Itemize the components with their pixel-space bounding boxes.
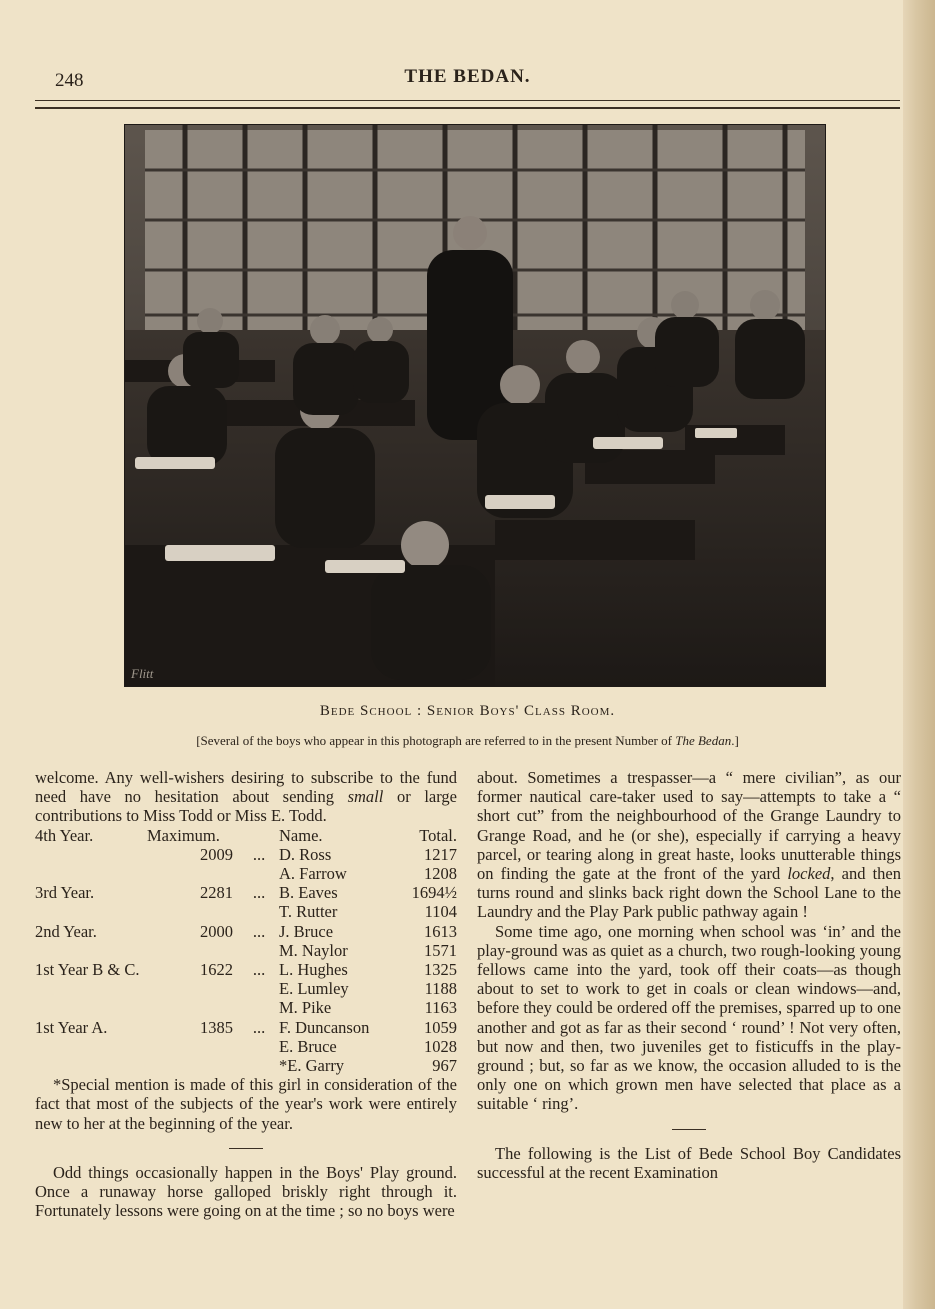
results-row <box>35 1037 457 1056</box>
trespasser-text: about. Sometimes a trespasser—a “ mere civilian”, as our former nautical care-taker used to say—attempts to take a “ short cut” from the neighbourhood of the Grange Laundry to Grange Road, and he (or she), especially if carrying a heavy parcel, or tearing along in great haste, looks unutterable things on finding the gate at the front of the yard <box>477 768 901 884</box>
maximum-cell <box>147 1037 239 1056</box>
dots-cell: ... <box>252 1017 266 1037</box>
header-total: Total. <box>419 825 457 845</box>
name-cell: M. Naylor <box>279 940 348 960</box>
total-cell: 1694½ <box>411 883 457 903</box>
intro-text: welcome. Any well-wishers desiring to subscribe to the fund need have no hesitation about sending <box>35 768 457 807</box>
name-cell: E. Lumley <box>279 979 349 999</box>
dots-cell <box>239 941 279 960</box>
total-cell: 1104 <box>424 902 457 922</box>
maximum-cell <box>147 902 239 921</box>
dots-cell <box>239 998 279 1017</box>
year-cell <box>35 902 147 921</box>
header-year: 4th Year. <box>35 825 94 845</box>
name-cell: F. Duncanson <box>279 1017 370 1037</box>
results-row <box>35 941 457 960</box>
name-cell: J. Bruce <box>279 921 334 941</box>
year-cell: 3rd Year. <box>35 883 95 903</box>
dots-cell <box>239 1037 279 1056</box>
page-edge <box>903 0 935 1309</box>
maximum-cell: 2009 <box>200 844 233 864</box>
results-row <box>35 979 457 998</box>
photo-note-text: [Several of the boys who appear in this photograph are referred to in the present Number of <box>196 733 676 748</box>
year-cell <box>35 845 147 864</box>
year-cell <box>35 979 147 998</box>
total-cell: 1325 <box>424 960 457 980</box>
results-row <box>35 845 457 864</box>
year-cell: 1st Year B & C. <box>35 960 140 980</box>
year-cell <box>35 1037 147 1056</box>
total-cell: 1571 <box>424 940 457 960</box>
maximum-cell <box>147 979 239 998</box>
results-row <box>35 1018 457 1037</box>
special-mention-note: *Special mention is made of this girl in consideration of the fact that most of the subjects of the year's work were entirely new to her at the beginning of the year. <box>35 1075 457 1133</box>
photo-caption: Bede School : Senior Boys' Class Room. <box>319 703 616 719</box>
results-header-row <box>35 826 457 845</box>
classroom-photograph <box>124 124 826 687</box>
left-column <box>35 768 457 1220</box>
right-column <box>477 768 901 1182</box>
total-cell: 1217 <box>424 844 457 864</box>
page-number: 248 <box>55 70 84 91</box>
maximum-cell: 1385 <box>200 1017 233 1037</box>
total-cell: 1188 <box>424 979 457 999</box>
maximum-cell: 1622 <box>200 960 233 980</box>
dots-cell <box>239 1056 279 1075</box>
name-cell: M. Pike <box>279 998 332 1018</box>
total-cell: 1163 <box>424 998 457 1018</box>
year-cell: 2nd Year. <box>35 921 97 941</box>
trespasser-paragraph <box>477 768 901 922</box>
results-row <box>35 960 457 979</box>
results-row <box>35 902 457 921</box>
dots-cell <box>239 979 279 998</box>
maximum-cell: 2000 <box>200 921 233 941</box>
total-cell: 1028 <box>424 1036 457 1056</box>
results-table <box>35 826 457 1076</box>
dots-cell <box>239 864 279 883</box>
results-row <box>35 1056 457 1075</box>
section-divider <box>229 1148 263 1149</box>
year-cell: 1st Year A. <box>35 1017 108 1037</box>
results-row <box>35 922 457 941</box>
trespasser-text-end: , and then turns round and slinks back right down the School Lane to the Laundry and the Play Park public pathway again ! <box>477 864 901 922</box>
total-cell: 1059 <box>424 1017 457 1037</box>
dots-cell: ... <box>252 844 266 864</box>
odd-things-paragraph: Odd things occasionally happen in the Boys' Play ground. Once a runaway horse galloped briskly right through it. Fortunately lessons were going on at the time ; so no boys were <box>35 1162 457 1221</box>
dots-cell: ... <box>252 960 266 980</box>
photo-note-end: .] <box>731 733 739 748</box>
maximum-cell <box>147 1056 239 1075</box>
name-cell: L. Hughes <box>279 960 348 980</box>
maximum-cell <box>147 998 239 1017</box>
intro-text-end: or large contributions to Miss Todd or Miss E. Todd. <box>35 787 457 826</box>
results-row <box>35 864 457 883</box>
fight-paragraph: Some time ago, one morning when school was ‘in’ and the play-ground was as quiet as a church, two rough-looking young fellows came into the yard, took off their coats—as though about to set to work to get in coals or clean windows—and, before they could be ordered off the premises, sparred up to one another and got as far as their second ‘ round’ ! Not very often, but now and then, two juveniles get to fisticuffs in the play-ground ; but, so far as we know, the occasion alluded to is the only one on which grown men have selected that place as a suitable ‘ ring’. <box>477 921 901 1114</box>
total-cell: 1613 <box>424 921 457 941</box>
intro-italic: small <box>347 787 384 807</box>
dots-cell <box>239 902 279 921</box>
maximum-cell: 2281 <box>200 883 233 903</box>
photo-note <box>0 733 935 749</box>
intro-paragraph <box>35 768 457 826</box>
maximum-cell <box>147 864 239 883</box>
year-cell <box>35 1056 147 1075</box>
name-cell: A. Farrow <box>279 864 347 884</box>
section-divider <box>672 1129 706 1130</box>
maximum-cell <box>147 941 239 960</box>
dots-cell: ... <box>252 921 266 941</box>
header-spacer <box>239 826 279 845</box>
year-cell <box>35 998 147 1017</box>
total-cell: 967 <box>432 1056 457 1076</box>
name-cell: D. Ross <box>279 844 332 864</box>
photographer-signature: Flitt <box>131 666 154 681</box>
header-rule <box>35 100 900 109</box>
year-cell <box>35 864 147 883</box>
name-cell: E. Bruce <box>279 1036 337 1056</box>
total-cell: 1208 <box>424 864 457 884</box>
name-cell: *E. Garry <box>279 1056 345 1076</box>
header-name: Name. <box>279 825 323 845</box>
running-title: THE BEDAN. <box>404 66 531 87</box>
results-row <box>35 883 457 902</box>
header-maximum: Maximum. <box>147 825 220 845</box>
photo-note-italic: The Bedan <box>675 733 732 748</box>
trespasser-italic: locked <box>787 864 831 884</box>
name-cell: B. Eaves <box>279 883 338 903</box>
candidates-paragraph: The following is the List of Bede School Boy Candidates successful at the recent Examination <box>477 1143 901 1182</box>
year-cell <box>35 941 147 960</box>
results-row <box>35 998 457 1017</box>
name-cell: T. Rutter <box>279 902 338 922</box>
dots-cell: ... <box>252 883 266 903</box>
